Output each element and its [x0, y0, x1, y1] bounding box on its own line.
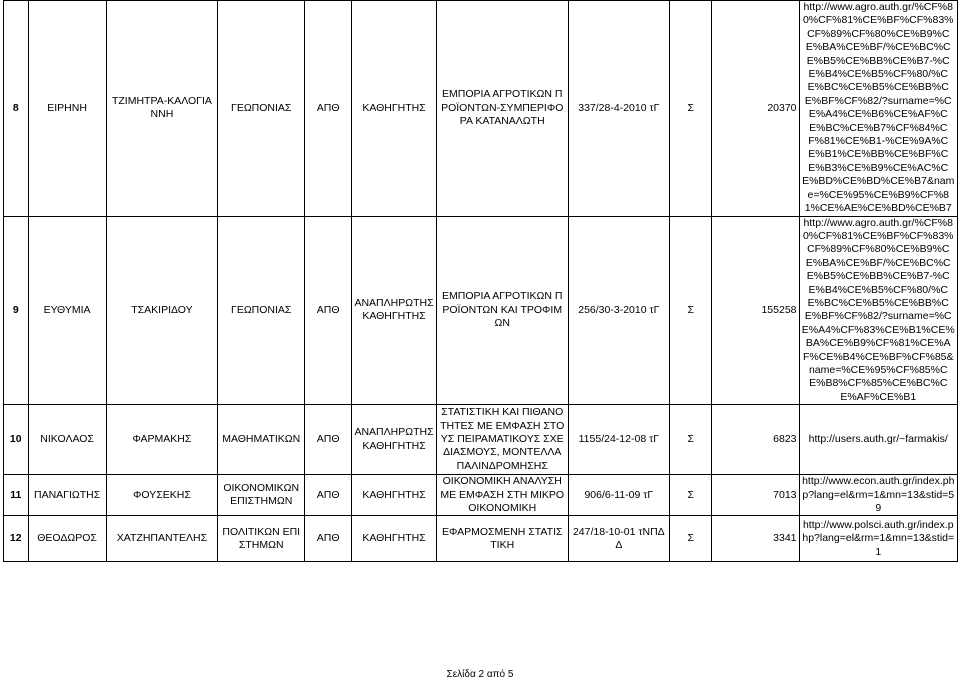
first-name: ΕΥΘΥΜΙΑ [28, 216, 106, 405]
first-name: ΠΑΝΑΓΙΩΤΗΣ [28, 475, 106, 516]
first-name: ΝΙΚΟΛΑΟΣ [28, 405, 106, 475]
academic-rank: ΚΑΘΗΓΗΤΗΣ [352, 475, 437, 516]
type-code: Σ [670, 405, 712, 475]
subject-field: ΕΦΑΡΜΟΣΜΕΝΗ ΣΤΑΤΙΣΤΙΚΗ [436, 516, 568, 562]
gazette-reference: 906/6-11-09 τΓ [568, 475, 670, 516]
university: ΑΠΘ [305, 216, 352, 405]
type-code: Σ [670, 516, 712, 562]
table-row [4, 216, 958, 405]
table-row [4, 1, 958, 217]
academic-rank: ΚΑΘΗΓΗΤΗΣ [352, 1, 437, 217]
faculty-table [3, 0, 958, 562]
subject-field: ΣΤΑΤΙΣΤΙΚΗ ΚΑΙ ΠΙΘΑΝΟΤΗΤΕΣ ΜΕ ΕΜΦΑΣΗ ΣΤΟΥΣ ΠΕΙΡΑΜΑΤΙΚΟΥΣ ΣΧΕΔΙΑΣΜΟΥΣ, ΜΟΝΤΕΛΛΑ ΠΑΛΙΝΔΡΟΜΗΣΗΣ [436, 405, 568, 475]
gazette-reference: 337/28-4-2010 τΓ [568, 1, 670, 217]
table-row [4, 516, 958, 562]
gazette-reference: 256/30-3-2010 τΓ [568, 216, 670, 405]
registry-code: 6823 [712, 405, 799, 475]
subject-field: ΕΜΠΟΡΙΑ ΑΓΡΟΤΙΚΩΝ ΠΡΟΪΟΝΤΩΝ ΚΑΙ ΤΡΟΦΙΜΩΝ [436, 216, 568, 405]
row-number: 12 [4, 516, 29, 562]
last-name: ΦΑΡΜΑΚΗΣ [106, 405, 218, 475]
last-name: ΤΖΙΜΗΤΡΑ-ΚΑΛΟΓΙΑΝΝΗ [106, 1, 218, 217]
registry-code: 3341 [712, 516, 799, 562]
department: ΓΕΩΠΟΝΙΑΣ [218, 1, 305, 217]
university: ΑΠΘ [305, 405, 352, 475]
last-name: ΦΟΥΣΕΚΗΣ [106, 475, 218, 516]
gazette-reference: 247/18-10-01 τΝΠΔΔ [568, 516, 670, 562]
first-name: ΘΕΟΔΩΡΟΣ [28, 516, 106, 562]
academic-rank: ΑΝΑΠΛΗΡΩΤΗΣ ΚΑΘΗΓΗΤΗΣ [352, 405, 437, 475]
last-name: ΤΣΑΚΙΡΙΔΟΥ [106, 216, 218, 405]
subject-field: ΟΙΚΟΝΟΜΙΚΗ ΑΝΑΛΥΣΗ ΜΕ ΕΜΦΑΣΗ ΣΤΗ ΜΙΚΡΟΟΙΚΟΝΟΜΙΚΗ [436, 475, 568, 516]
registry-code: 155258 [712, 216, 799, 405]
profile-url[interactable]: http://www.econ.auth.gr/index.php?lang=el&rm=1&mn=13&stid=59 [799, 475, 957, 516]
page-number: Σελίδα 2 από 5 [446, 669, 514, 680]
department: ΜΑΘΗΜΑΤΙΚΩΝ [218, 405, 305, 475]
table-row [4, 405, 958, 475]
profile-url[interactable]: http://users.auth.gr/~farmakis/ [799, 405, 957, 475]
profile-url[interactable]: http://www.agro.auth.gr/%CF%80%CF%81%CE%BF%CF%83%CF%89%CF%80%CE%B9%CE%BA%CE%BF/%CE%BC%CE%B5%CE%BB%CE%B7-%CE%B4%CE%B5%CF%80/%CE%BC%CE%B5%CE%BB%CE%BF%CF%82/?surname=%CE%A4%CE%B6%CE%AF%CE%BC%CE%B7%CF%84%CF%81%CE%B1-%CE%9A%CE%B1%CE%BB%CE%BF%CE%B3%CE%B9%CE%AC%CE%BD%CE%BD%CE%B7&name=%CE%95%CE%B9%CF%81%CE%AE%CE%BD%CE%B7 [799, 1, 957, 217]
type-code: Σ [670, 1, 712, 217]
subject-field: ΕΜΠΟΡΙΑ ΑΓΡΟΤΙΚΩΝ ΠΡΟΪΟΝΤΩΝ-ΣΥΜΠΕΡΙΦΟΡΑ ΚΑΤΑΝΑΛΩΤΗ [436, 1, 568, 217]
row-number: 9 [4, 216, 29, 405]
row-number: 11 [4, 475, 29, 516]
university: ΑΠΘ [305, 516, 352, 562]
university: ΑΠΘ [305, 475, 352, 516]
registry-code: 20370 [712, 1, 799, 217]
academic-rank: ΚΑΘΗΓΗΤΗΣ [352, 516, 437, 562]
department: ΟΙΚΟΝΟΜΙΚΩΝ ΕΠΙΣΤΗΜΩΝ [218, 475, 305, 516]
gazette-reference: 1155/24-12-08 τΓ [568, 405, 670, 475]
department: ΠΟΛΙΤΙΚΩΝ ΕΠΙΣΤΗΜΩΝ [218, 516, 305, 562]
department: ΓΕΩΠΟΝΙΑΣ [218, 216, 305, 405]
profile-url[interactable]: http://www.polsci.auth.gr/index.php?lang=el&rm=1&mn=13&stid=1 [799, 516, 957, 562]
university: ΑΠΘ [305, 1, 352, 217]
type-code: Σ [670, 216, 712, 405]
first-name: ΕΙΡΗΝΗ [28, 1, 106, 217]
type-code: Σ [670, 475, 712, 516]
table-row [4, 475, 958, 516]
last-name: ΧΑΤΖΗΠΑΝΤΕΛΗΣ [106, 516, 218, 562]
row-number: 10 [4, 405, 29, 475]
profile-url[interactable]: http://www.agro.auth.gr/%CF%80%CF%81%CE%BF%CF%83%CF%89%CF%80%CE%B9%CE%BA%CE%BF/%CE%BC%CE%B5%CE%BB%CE%B7-%CE%B4%CE%B5%CF%80/%CE%BC%CE%B5%CE%BB%CE%BF%CF%82/?surname=%CE%A4%CF%83%CE%B1%CE%BA%CE%B9%CF%81%CE%AF%CE%B4%CE%BF%CF%85&name=%CE%95%CF%85%CE%B8%CF%85%CE%BC%CE%AF%CE%B1 [799, 216, 957, 405]
academic-rank: ΑΝΑΠΛΗΡΩΤΗΣ ΚΑΘΗΓΗΤΗΣ [352, 216, 437, 405]
row-number: 8 [4, 1, 29, 217]
registry-code: 7013 [712, 475, 799, 516]
